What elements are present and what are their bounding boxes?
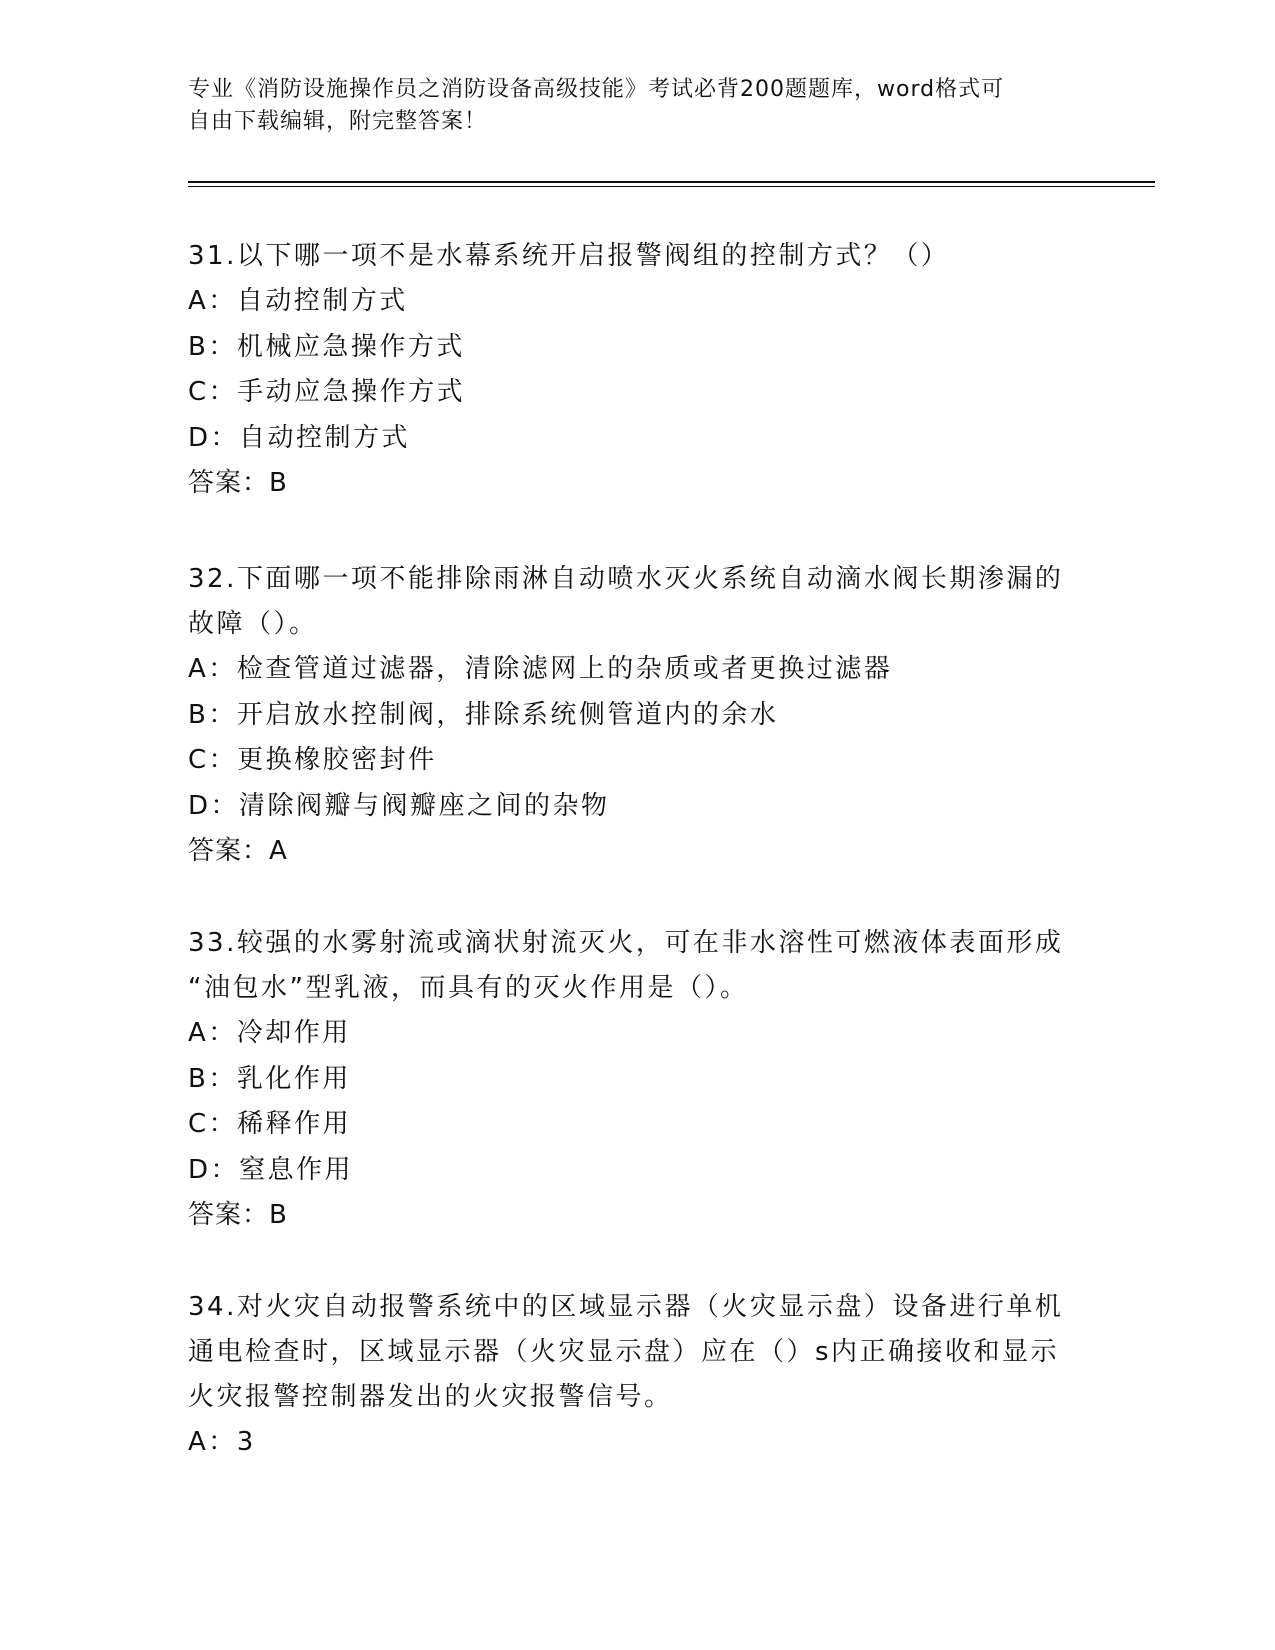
question-31 [188,234,1088,507]
header-line-2: 自由下载编辑，附完整答案！ [188,109,488,134]
question-stem: 32.下面哪一项不能排除雨淋自动喷水灭火系统自动滴水阀长期渗漏的 [188,564,1064,594]
option-b: B：机械应急操作方式 [188,331,465,362]
option-d: D：窒息作用 [188,1154,354,1185]
question-33 [188,921,1088,1239]
option-d: D：自动控制方式 [188,422,411,453]
question-stem-cont: 故障（）。 [188,609,318,639]
header-divider-thick [188,181,1155,183]
option-a: A：冷却作用 [188,1018,351,1048]
option-c: C：稀释作用 [188,1109,352,1139]
question-stem: 34.对火灾自动报警系统中的区域显示器（火灾显示盘）设备进行单机 [188,1292,1064,1322]
question-stem-cont-2: 火灾报警控制器发出的火灾报警信号。 [188,1382,673,1412]
header-line-1: 专业《消防设施操作员之消防设备高级技能》考试必背200题题库，word格式可 [188,77,1005,102]
option-a: A：检查管道过滤器，清除滤网上的杂质或者更换过滤器 [188,654,893,684]
option-c: C：手动应急操作方式 [188,377,466,407]
question-stem: 31.以下哪一项不是水幕系统开启报警阀组的控制方式？（） [188,241,950,271]
option-c: C：更换橡胶密封件 [188,745,437,775]
option-b: B：乳化作用 [188,1063,351,1094]
answer-line: 答案：B [188,468,288,498]
option-d: D：清除阀瓣与阀瓣座之间的杂物 [188,790,610,821]
answer-line: 答案：A [188,836,288,866]
question-34 [188,1285,1088,1466]
question-stem-cont: “油包水”型乳液，而具有的灭火作用是（）。 [188,973,749,1003]
answer-line: 答案：B [188,1200,288,1230]
question-stem-cont: 通电检查时，区域显示器（火灾显示盘）应在（）s内正确接收和显示 [188,1337,1060,1367]
document-header [188,74,1088,138]
option-a: A：3 [188,1427,256,1457]
option-b: B：开启放水控制阀，排除系统侧管道内的余水 [188,699,779,730]
question-32 [188,557,1088,875]
question-stem: 33.较强的水雾射流或滴状射流灭火，可在非水溶性可燃液体表面形成 [188,928,1064,958]
header-divider-thin [188,186,1155,187]
option-a: A：自动控制方式 [188,286,408,316]
